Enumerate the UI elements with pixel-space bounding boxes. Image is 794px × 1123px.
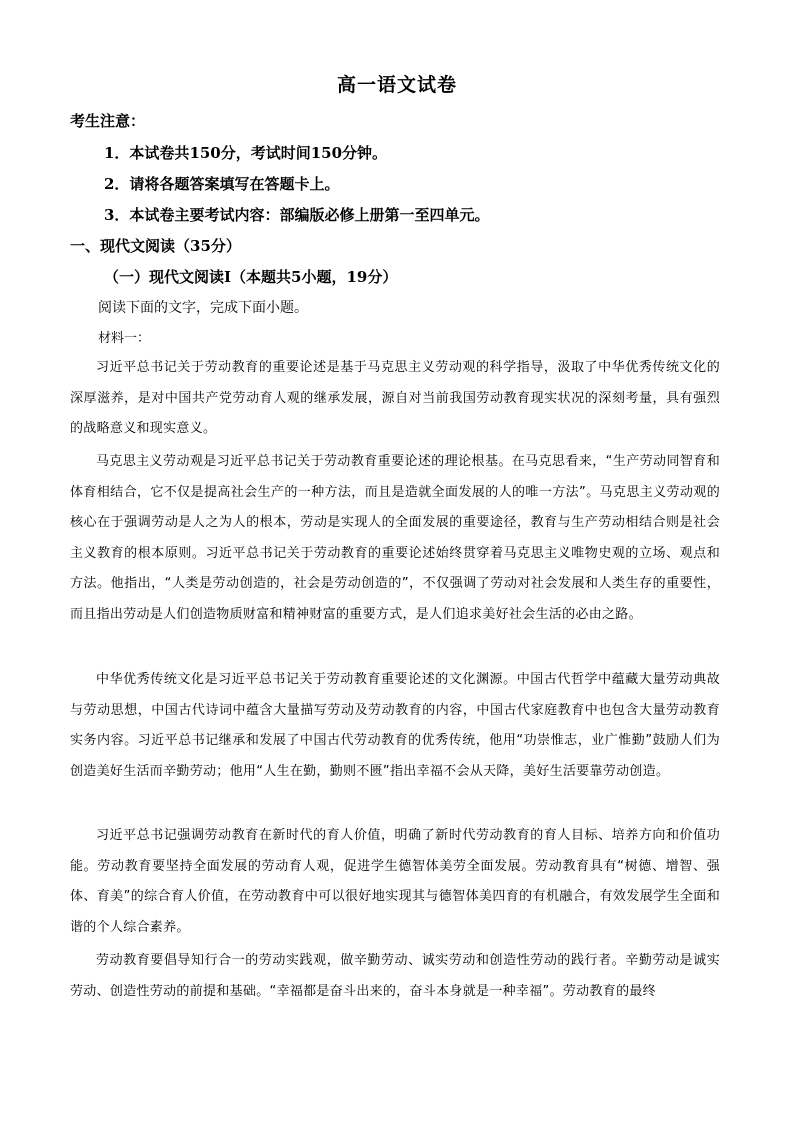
- paragraph: 中华优秀传统文化是习近平总书记关于劳动教育重要论述的文化渊源。中国古代哲学中蕴藏大量劳动典故与劳动思想，中国古代诗词中蕴含大量描写劳动及劳动教育的内容，中国古代家庭教育中也包含大量劳动教育实务内容。习近平总书记继承和发展了中国古代劳动教育的优秀传统，他用“功崇惟志，业广惟勤”鼓励人们为创造美好生活而辛勤劳动；他用“人生在勤，勤则不匮”指出幸福不会从天降，美好生活要靠劳动创造。: [70, 672, 720, 779]
- material-label: 材料一：: [98, 331, 151, 346]
- paragraph: 习近平总书记关于劳动教育的重要论述是基于马克思主义劳动观的科学指导，汲取了中华优秀传统文化的深厚滋养，是对中国共产党劳动育人观的继承发展，源自对当前我国劳动教育现实状况的深刻考量，具有强烈的战略意义和现实意义。: [70, 360, 720, 436]
- section-heading: 一、现代文阅读（35分）: [70, 237, 241, 255]
- notice-item: 1．本试卷共150分，考试时间150分钟。: [104, 144, 388, 162]
- paragraph: 习近平总书记强调劳动教育在新时代的育人价值，明确了新时代劳动教育的育人目标、培养方向和价值功能。劳动教育要坚持全面发展的劳动育人观，促进学生德智体美劳全面发展。劳动教育具有“树德、增智、强体、育美”的综合育人价值，在劳动教育中可以很好地实现其与德智体美四育的有机融合，有效发展学生全面和谐的个人综合素养。: [70, 828, 720, 935]
- reading-instruction: 阅读下面的文字，完成下面小题。: [98, 300, 308, 316]
- section-subheading: （一）现代文阅读Ⅰ（本题共5小题，19分）: [104, 268, 398, 286]
- exam-title: 高一语文试卷: [336, 74, 457, 96]
- notice-heading: 考生注意：: [70, 112, 146, 130]
- paragraph: 马克思主义劳动观是习近平总书记关于劳动教育重要论述的理论根基。在马克思看来，“生产劳动同智育和体育相结合，它不仅是提高社会生产的一种方法，而且是造就全面发展的人的唯一方法”。马克思主义劳动观的核心在于强调劳动是人之为人的根本，劳动是实现人的全面发展的重要途径，教育与生产劳动相结合则是社会主义教育的根本原则。习近平总书记关于劳动教育的重要论述始终贯穿着马克思主义唯物史观的立场、观点和方法。他指出，“人类是劳动创造的，社会是劳动创造的”，不仅强调了劳动对社会发展和人类生存的重要性，而且指出劳动是人们创造物质财富和精神财富的重要方式，是人们追求美好社会生活的必由之路。: [70, 454, 720, 622]
- notice-item: 2．请将各题答案填写在答题卡上。: [104, 175, 340, 193]
- paragraph: 劳动教育要倡导知行合一的劳动实践观，做辛勤劳动、诚实劳动和创造性劳动的践行者。辛勤劳动是诚实劳动、创造性劳动的前提和基础。“幸福都是奋斗出来的，奋斗本身就是一种幸福”。劳动教育的最终: [70, 953, 720, 999]
- notice-item: 3．本试卷主要考试内容：部编版必修上册第一至四单元。: [104, 206, 490, 224]
